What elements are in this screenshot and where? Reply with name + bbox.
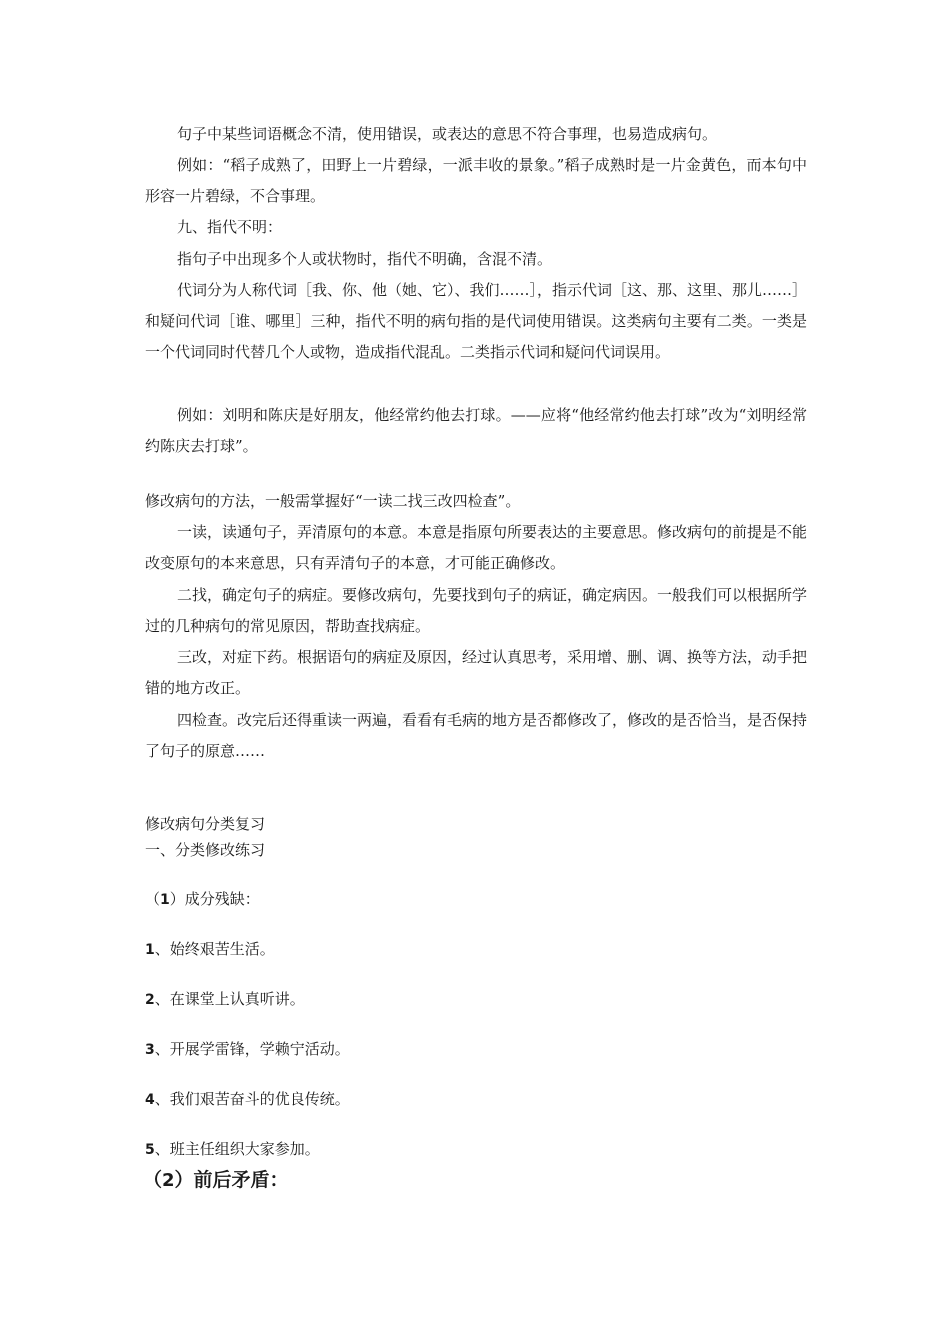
paragraph-concept-misuse: 句子中某些词语概念不清，使用错误，或表达的意思不符合事理，也易造成病句。 [177,125,718,143]
item-text: 、我们艰苦奋斗的优良传统。 [154,1090,350,1108]
item-number: 4 [145,1092,155,1108]
item-text: 、班主任组织大家参加。 [154,1140,320,1158]
paragraph-example-liuming: 例如：刘明和陈庆是好朋友，他经常约他去打球。——应将“他经常约他去打球”改为“刘明经常约陈庆去打球”。 [145,406,807,455]
list-item [145,1037,807,1062]
paragraph-step-check: 四检查。改完后还得重读一两遍，看看有毛病的地方是否都修改了，修改的是否恰当，是否保持了句子的原意…… [145,711,808,760]
section-heading-missing-components [145,887,807,912]
item-text: 、开展学雷锋，学赖宁活动。 [154,1040,350,1058]
list-item [145,987,807,1012]
item-number: 2 [145,992,155,1008]
item-text: 、在课堂上认真听讲。 [154,990,305,1008]
review-subtitle: 一、分类修改练习 [145,841,266,859]
heading-ambiguous-reference: 九、指代不明： [177,218,283,236]
section-number: 2 [162,1170,175,1191]
paragraph-correction-method: 修改病句的方法，一般需掌握好“一读二找三改四检查”。 [145,492,521,510]
paragraph-step-read: 一读，读通句子，弄清原句的本意。本意是指原句所要表达的主要意思。修改病句的前提是不能改变原句的本来意思，只有弄清句子的本意，才可能正确修改。 [145,523,808,572]
list-item [145,937,807,962]
section-open-paren: （ [143,1169,163,1191]
item-text: 、始终艰苦生活。 [154,940,275,958]
section-open-paren: （ [145,890,161,908]
list-item [145,1087,807,1112]
item-number: 5 [145,1142,155,1158]
paragraph-step-find: 二找，确定句子的病症。要修改病句，先要找到句子的病证，确定病因。一般我们可以根据所学过的几种病句的常见原因，帮助查找病症。 [145,586,808,635]
section-label: ）前后矛盾： [174,1169,289,1191]
item-number: 3 [145,1042,155,1058]
paragraph-example-rice: 例如：“稻子成熟了，田野上一片碧绿，一派丰收的景象。”稻子成熟时是一片金黄色，而本句中形容一片碧绿，不合事理。 [145,156,807,205]
paragraph-step-fix: 三改，对症下药。根据语句的病症及原因，经过认真思考，采用增、删、调、换等方法，动手把错的地方改正。 [145,648,808,697]
list-item [145,1137,807,1162]
section-heading-contradiction [143,1165,805,1196]
section-number: 1 [160,892,170,908]
paragraph-reference-definition: 指句子中出现多个人或状物时，指代不明确，含混不清。 [177,250,553,268]
paragraph-pronoun-types: 代词分为人称代词［我、你、他（她、它）、我们……］，指示代词［这、那、这里、那儿……］和疑问代词［谁、哪里］三种，指代不明的病句指的是代词使用错误。这类病句主要有二类。一类是一个代词同时代替几个人或物，造成指代混乱。二类指示代词和疑问代词误用。 [145,281,808,361]
item-number: 1 [145,942,155,958]
review-title: 修改病句分类复习 [145,815,266,833]
section-label: ）成分残缺： [169,890,260,908]
